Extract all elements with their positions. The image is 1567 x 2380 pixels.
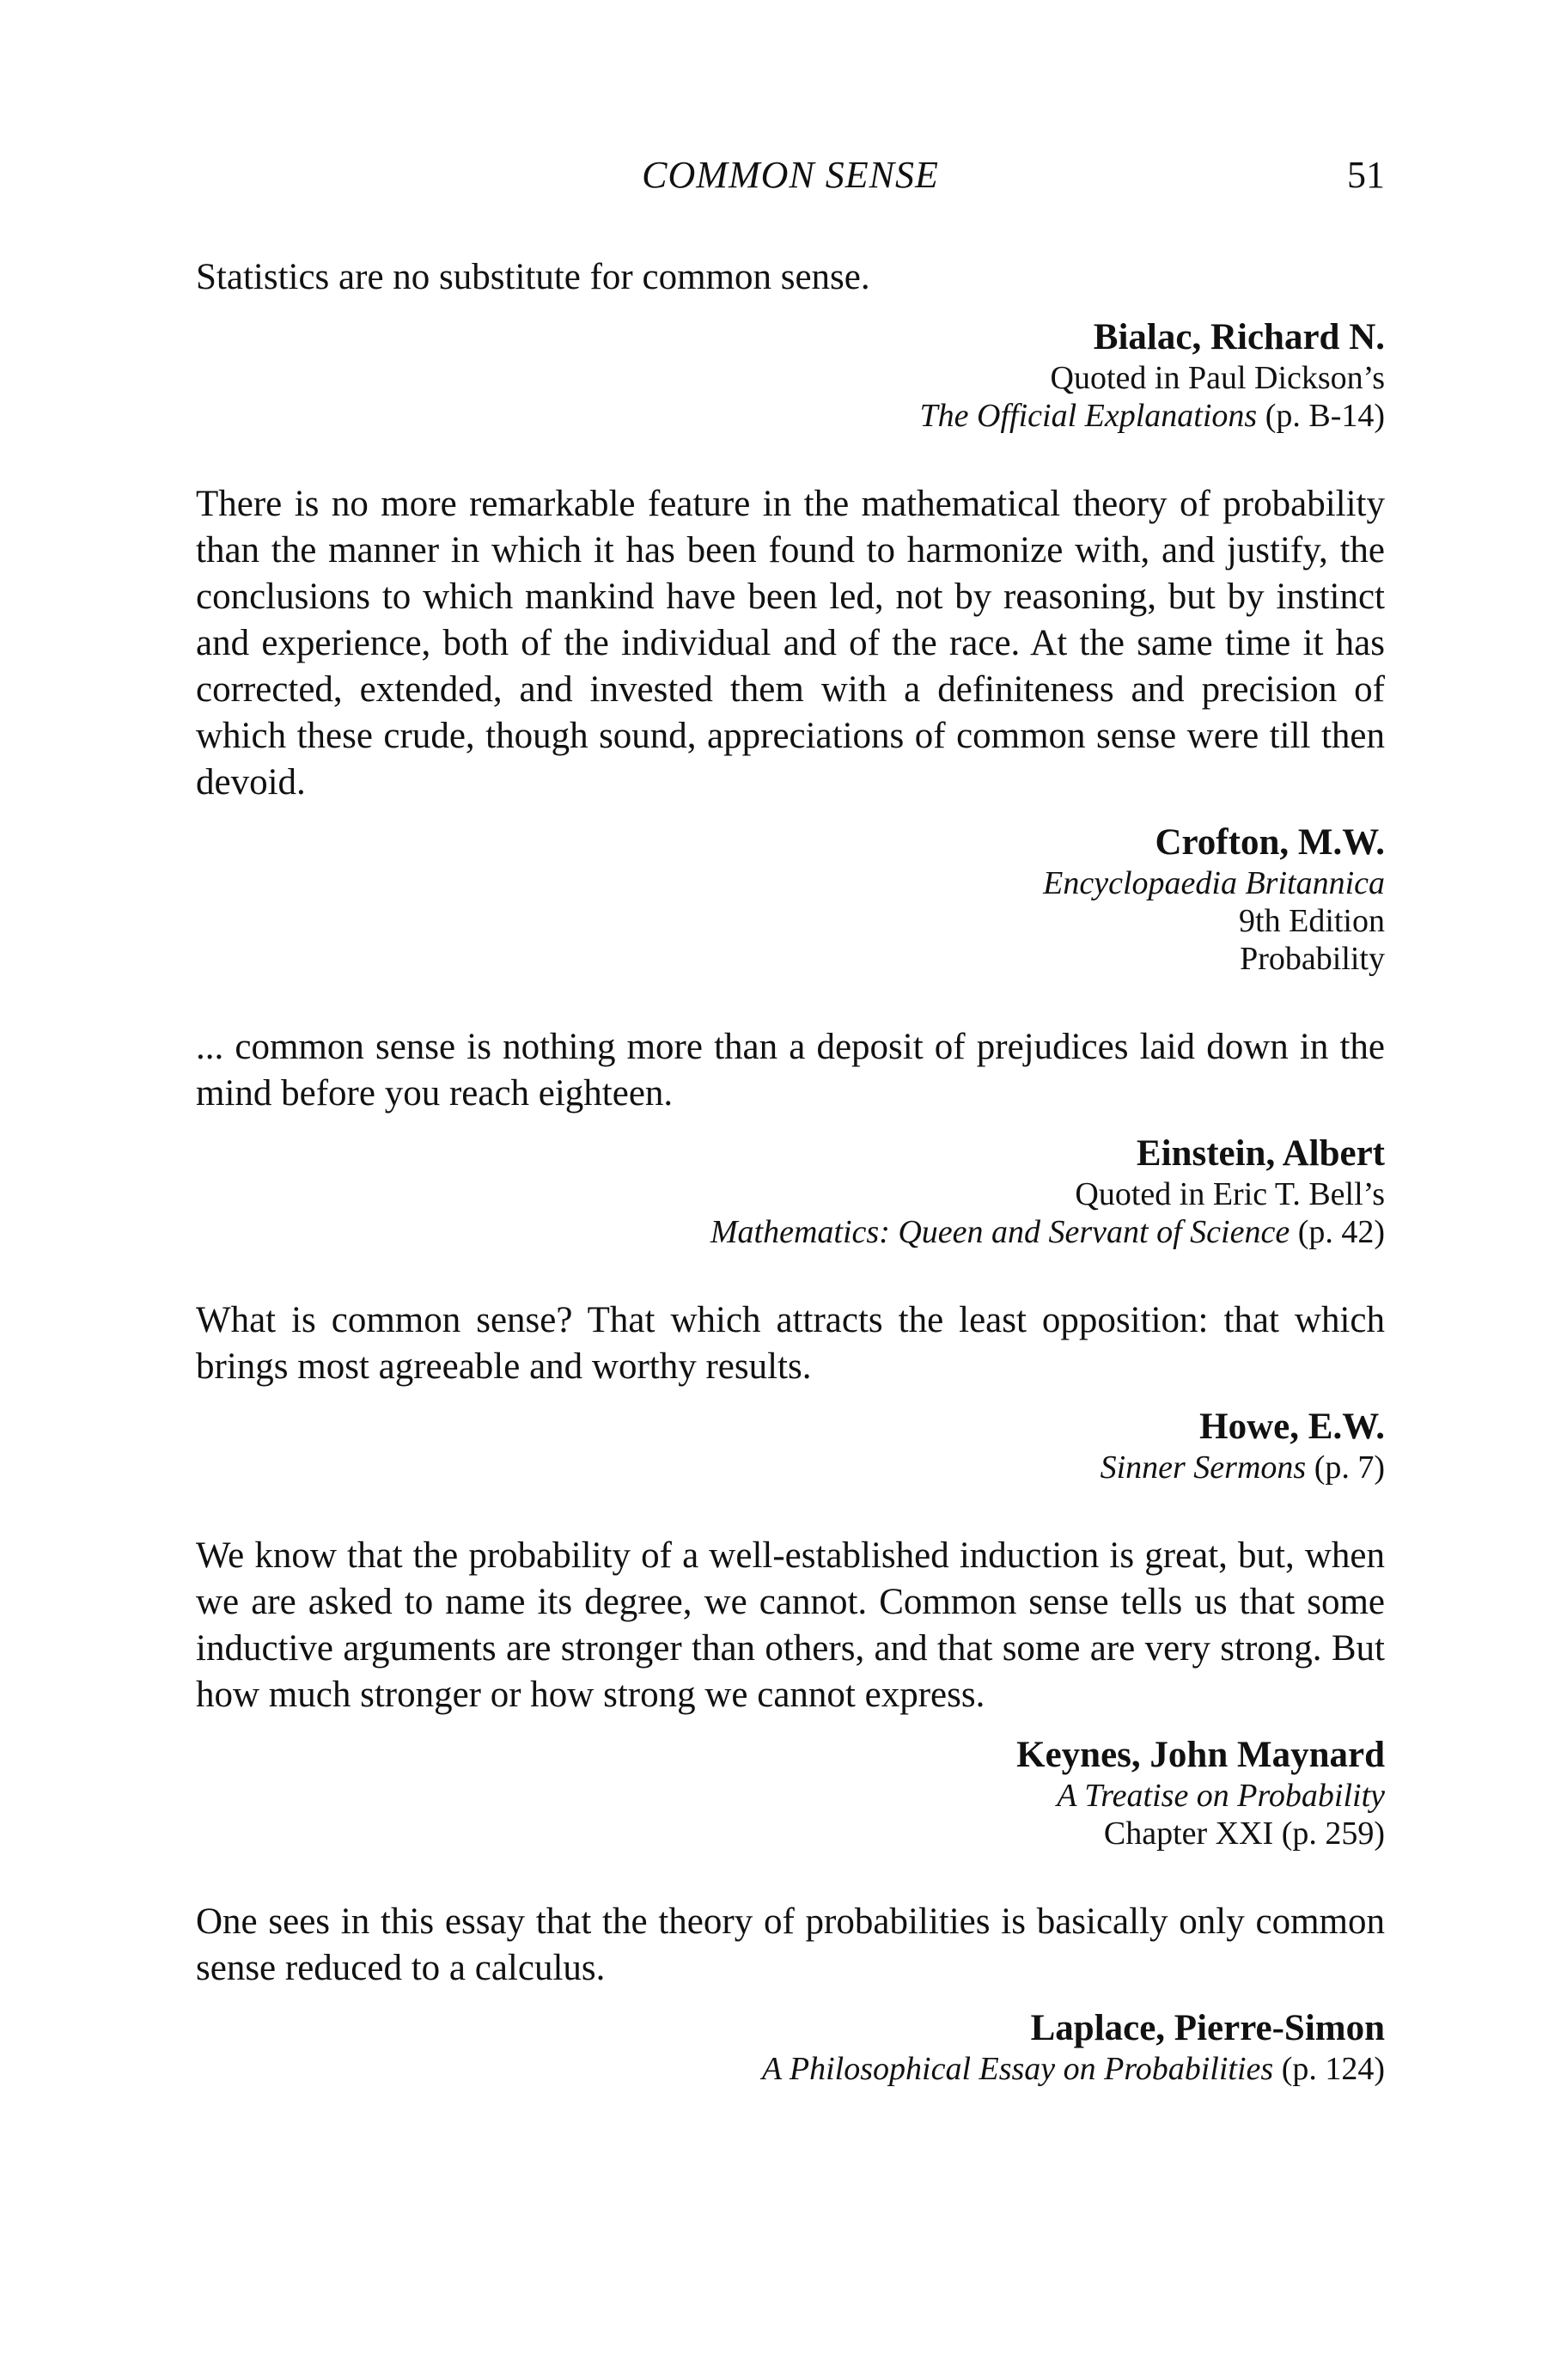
- source-line: [196, 397, 1385, 435]
- quote-author: Crofton, M.W.: [1155, 822, 1385, 863]
- source-line: Quoted in Paul Dickson’s: [1050, 360, 1385, 396]
- source-page: (p. 7): [1306, 1449, 1385, 1486]
- quote-list: [196, 254, 1385, 2134]
- source-line: [196, 1213, 1385, 1251]
- attribution: [196, 316, 1385, 435]
- source-title: Mathematics: Queen and Servant of Science: [710, 1214, 1290, 1250]
- quote-howe: [196, 1297, 1385, 1486]
- attribution: [196, 1734, 1385, 1852]
- quote-einstein: [196, 1024, 1385, 1251]
- source-line: [196, 1449, 1385, 1486]
- quote-text: We know that the probability of a well-established induction is great, but, when we are asked to name its degree, we cannot. Common sense tells us that some inductive arguments are stronger than others, and that some are very strong. But how much stronger or how strong we cannot express.: [196, 1535, 1385, 1715]
- quote-text: What is common sense? That which attracts the least opposition: that which brings most agreeable and worthy results.: [196, 1300, 1385, 1387]
- quote-text: There is no more remarkable feature in the mathematical theory of probability than the manner in which it has been found to harmonize with, and justify, the conclusions to which mankind have been led, not by reasoning, but by instinct and experience, both of the individual and of the race. At the same time it has corrected, extended, and invested them with a definiteness and precision of which these crude, though sound, appreciations of common sense were till then devoid.: [196, 484, 1385, 802]
- quote-text: Statistics are no substitute for common sense.: [196, 257, 870, 297]
- attribution: [196, 821, 1385, 978]
- attribution: [196, 1406, 1385, 1486]
- source-line: [196, 2050, 1385, 2088]
- source-page: (p. 42): [1290, 1214, 1385, 1250]
- running-head: [196, 153, 1385, 204]
- quote-author: Einstein, Albert: [1136, 1133, 1385, 1174]
- source-title: Encyclopaedia Britannica: [1043, 865, 1385, 901]
- source-line: Probability: [1240, 941, 1385, 977]
- source-line: 9th Edition: [1239, 903, 1385, 939]
- source-title: Sinner Sermons: [1100, 1449, 1307, 1486]
- source-title: A Treatise on Probability: [1057, 1778, 1385, 1814]
- attribution: [196, 1132, 1385, 1251]
- quote-text: ... common sense is nothing more than a deposit of prejudices laid down in the mind before you reach eighteen.: [196, 1027, 1385, 1114]
- page-number: 51: [1347, 154, 1385, 196]
- source-title: A Philosophical Essay on Probabilities: [761, 2051, 1274, 2087]
- source-line: Chapter XXI (p. 259): [1103, 1816, 1385, 1852]
- running-title: COMMON SENSE: [642, 154, 939, 196]
- quote-author: Keynes, John Maynard: [1016, 1735, 1385, 1775]
- source-title: The Official Explanations: [919, 398, 1258, 434]
- quote-bialac: [196, 254, 1385, 435]
- attribution: [196, 2007, 1385, 2088]
- quote-author: Howe, E.W.: [1199, 1407, 1385, 1447]
- book-page: [196, 0, 1385, 2380]
- quote-keynes: [196, 1533, 1385, 1852]
- quote-author: Laplace, Pierre-Simon: [1030, 2008, 1385, 2048]
- quote-text: One sees in this essay that the theory of probabilities is basically only common sense reduced to a calculus.: [196, 1901, 1385, 1988]
- quote-crofton: [196, 481, 1385, 978]
- source-page: (p. B-14): [1257, 398, 1385, 434]
- source-line: Quoted in Eric T. Bell’s: [1075, 1176, 1385, 1212]
- source-page: (p. 124): [1273, 2051, 1385, 2087]
- quote-author: Bialac, Richard N.: [1093, 317, 1385, 357]
- quote-laplace: [196, 1899, 1385, 2088]
